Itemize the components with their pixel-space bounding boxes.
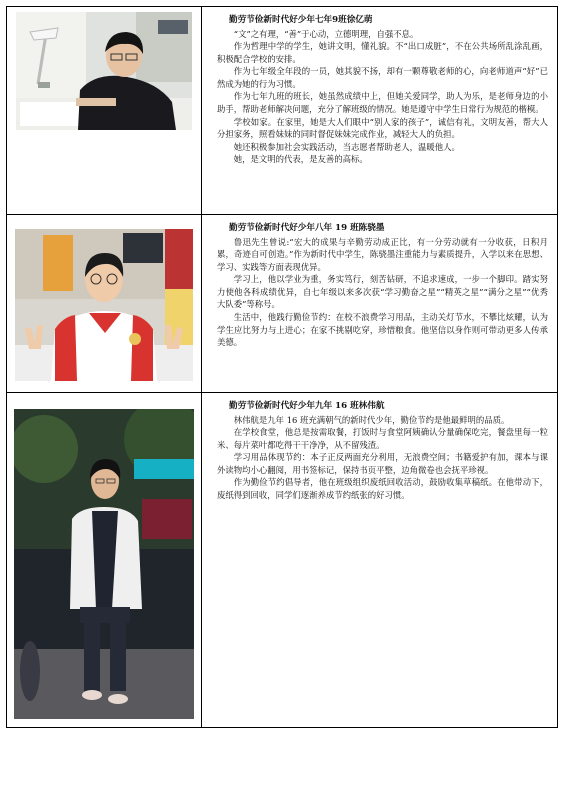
student-photo <box>16 12 192 130</box>
paragraph: 她还积极参加社会实践活动，当志愿者帮助老人，温暖他人。 <box>233 141 460 152</box>
paragraph: 作为哲理中学的学生，她讲文明，懂礼貌。不“出口成脏”，不在公共场所乱涂乱画，积极配合学校的安排。 <box>217 41 548 64</box>
paragraph: 生活中，他践行勤俭节约：在校不浪费学习用品，主动关灯节水，不攀比炫耀，认为学生应比努力与上进心；在家不挑剔吃穿，珍惜粮食。他坚信以身作则可带动更多人传承美德。 <box>217 312 548 348</box>
student-photo <box>15 229 193 381</box>
section-title: 勤劳节俭新时代好少年七年9班徐亿萌 <box>229 15 373 25</box>
paragraph: 学校如家。在家里，她是大人们眼中“别人家的孩子”，诚信有礼，文明友善，帮大人分担家务，照看妹妹的同时督促妹妹完成作业，减轻大人的负担。 <box>217 116 548 140</box>
profile-text-cell <box>203 7 557 214</box>
student-photo <box>14 409 194 719</box>
paragraph: 学习用品体现节约：本子正反两面充分利用，无浪费空间；书籍爱护有加，课本与课外读物均小心翻阅，用书签标记，保持书页平整，边角微卷也会抚平珍视。 <box>217 452 548 475</box>
profile-row <box>7 215 557 393</box>
profile-row <box>7 7 557 215</box>
profile-row <box>7 393 557 727</box>
photo-cell <box>7 7 202 214</box>
section-title: 勤劳节俭新时代好少年八年 19 班陈骁墨 <box>229 223 385 233</box>
paragraph: 作为七年级全年段的一员，她其貌不扬，却有一颗尊敬老师的心，向老师道声“好”已然成为她的行为习惯。 <box>217 66 548 89</box>
paragraph: 鲁迅先生曾说:“宏大的成果与辛勤劳动成正比，有一分劳动就有一分收获，日积月累，奇迹自可创造。”作为新时代中学生，陈骁墨注重能力与素质提升，入学以来在思想、学习、实践等方面表现优异。 <box>217 236 548 272</box>
paragraph: 学习上，他以学业为重，务实笃行，刻苦钻研，不追求速成，一步一个脚印。踏实努力使他各科成绩优异，自七年级以来多次获“学习勤奋之星”“精英之星”“满分之星”“优秀大队委”等称号。 <box>217 274 548 310</box>
paragraph: 在学校食堂，他总是按需取餐，打饭时与食堂阿姨确认分量确保吃完，餐盘里每一粒米、每片菜叶都吃得干干净净，从不留残渣。 <box>217 427 548 450</box>
photo-cell <box>7 215 202 392</box>
profile-table <box>6 6 558 728</box>
paragraph: “文”之有理，“善”于心动，立德明理，自强不息。 <box>233 28 419 39</box>
profile-text-cell <box>203 393 557 727</box>
paragraph: 作为勤俭节约倡导者，他在班级组织废纸回收活动，鼓励收集草稿纸。在他带动下，废纸得到回收，同学们逐渐养成节约纸张的好习惯。 <box>217 477 548 501</box>
section-title: 勤劳节俭新时代好少年九年 16 班林伟航 <box>229 401 385 411</box>
paragraph: 她，是文明的代表，是友善的高标。 <box>233 154 368 165</box>
profile-text-cell <box>203 215 557 392</box>
paragraph: 作为七年九班的班长，她虽然成绩中上，但她关爱同学，助人为乐，是老师身边的小助手，帮助老师解决问题，充分了解班级的情况。她是遵守中学生日常行为规范的楷模。 <box>217 91 548 115</box>
paragraph: 林伟航是九年 16 班充满朝气的新时代少年，勤俭节约是他最鲜明的品质。 <box>233 414 510 425</box>
photo-cell <box>7 393 202 727</box>
